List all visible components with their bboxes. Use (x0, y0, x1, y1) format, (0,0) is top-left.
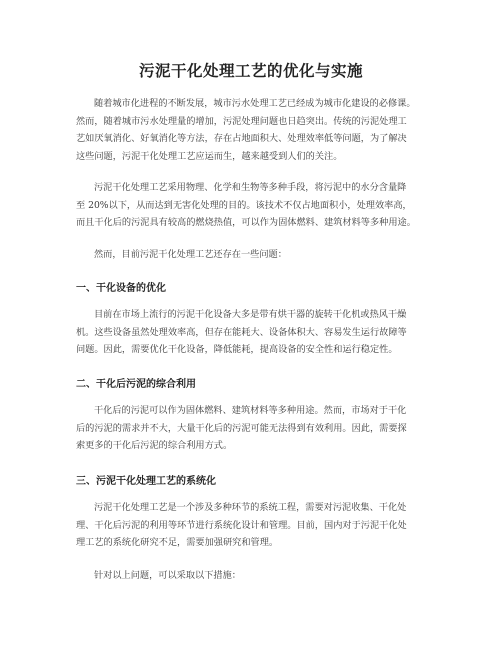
section-heading-systematization: 三、污泥干化处理工艺的系统化 (76, 476, 216, 487)
paragraph-line: 问题。因此，需要优化干化设备，降低能耗，提高设备的安全性和运行稳定性。 (76, 344, 398, 355)
paragraph-line: 污泥干化处理工艺是一个涉及多种环节的系统工程，需要对污泥收集、干化处 (94, 502, 407, 513)
paragraph-line: 机。这些设备虽然处理效率高，但存在能耗大、设备体积大、容易发生运行故障等 (76, 326, 407, 338)
paragraph-line: 针对以上问题，可以采取以下措施： (94, 570, 241, 581)
paragraph-line: 理工艺的系统化研究不足，需要加强研究和管理。 (76, 537, 279, 548)
section-heading-equipment: 一、干化设备的优化 (76, 283, 166, 294)
paragraph-line: 然而，目前污泥干化处理工艺还存在一些问题： (94, 249, 287, 260)
paragraph-process (76, 179, 436, 232)
paragraph-line: 理、干化后污泥的利用等环节进行系统化设计和管理。目前，国内对于污泥干化处 (76, 519, 407, 531)
paragraph-line: 目前在市场上流行的污泥干化设备大多是带有烘干器的旋转干化机或热风干燥 (94, 309, 407, 320)
paragraph-line: 然而，随着城市污水处理量的增加，污泥处理问题也日趋突出。传统的污泥处理工 (76, 115, 407, 127)
paragraph-line: 后的污泥的需求并不大，大量干化后的污泥可能无法得到有效利用。因此，需要探 (76, 422, 407, 434)
paragraph-intro (76, 95, 436, 165)
paragraph-line: 随着城市化进程的不断发展，城市污水处理工艺已经成为城市化建设的必修课。 (94, 98, 416, 109)
paragraph-line: 这些问题，污泥干化处理工艺应运而生，越来越受到人们的关注。 (76, 150, 343, 162)
paragraph-line: 污泥干化处理工艺采用物理、化学和生物等多种手段，将污泥中的水分含量降 (94, 182, 407, 193)
paragraph-systematization (76, 499, 436, 552)
paragraph-line: 艺如厌氧消化、好氧消化等方法，存在占地面积大、处理效率低等问题，为了解决 (76, 133, 407, 144)
paragraph-equipment (76, 306, 436, 359)
paragraph-utilization (76, 402, 436, 455)
paragraph-line: 索更多的干化后污泥的综合利用方式。 (76, 440, 233, 451)
paragraph-line: 至 20%以下，从而达到无害化处理的目的。该技术不仅占地面积小，处理效率高， (76, 199, 412, 211)
paragraph-line: 而且干化后的污泥具有较高的燃烧热值，可以作为固体燃料、建筑材料等多种用途。 (76, 217, 416, 228)
paragraph-line: 干化后的污泥可以作为固体燃料、建筑材料等多种用途。然而，市场对于干化 (94, 405, 407, 416)
paragraph-problems-intro (76, 246, 436, 264)
document-title: 污泥干化处理工艺的优化与实施 (138, 62, 363, 80)
paragraph-measures-intro (76, 567, 436, 585)
section-heading-utilization: 二、干化后污泥的综合利用 (76, 379, 196, 390)
